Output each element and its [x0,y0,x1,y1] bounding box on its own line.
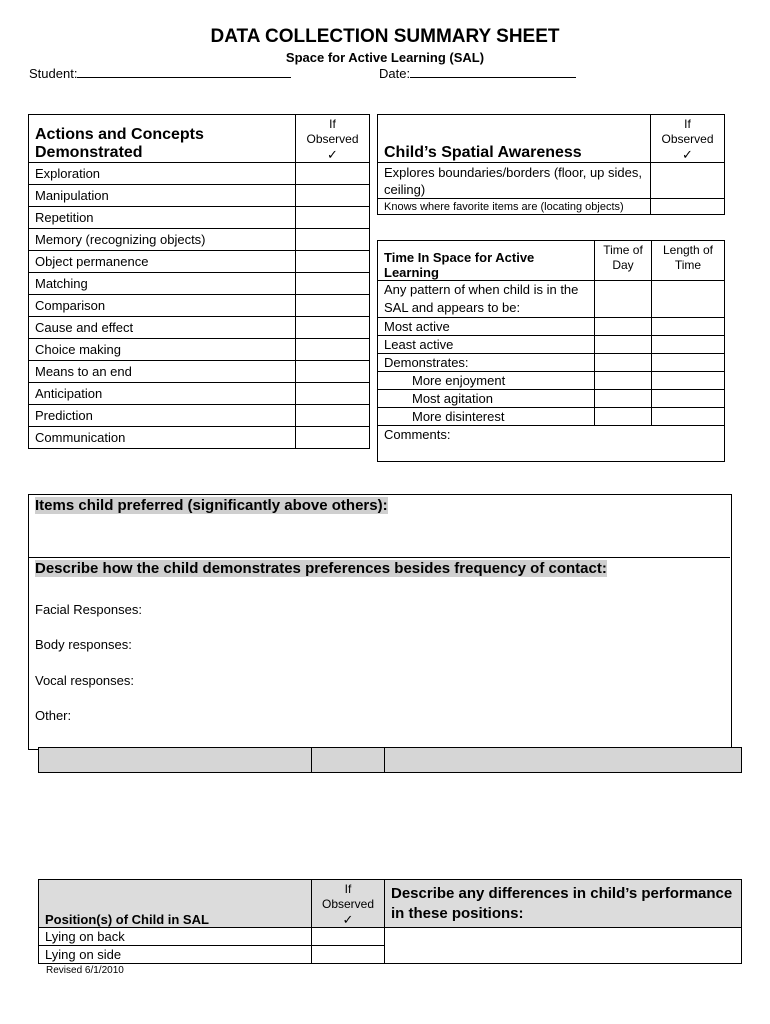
actions-row-check-cell[interactable] [296,229,370,251]
actions-row-label: Anticipation [29,383,296,405]
if-observed-label: If Observed [321,882,375,911]
time-row-label: Most active [378,318,595,336]
time-cell[interactable] [595,372,652,390]
check-icon: ✓ [327,147,338,162]
actions-row [29,229,370,251]
spatial-row-check-cell[interactable] [651,163,725,199]
actions-row-check-cell[interactable] [296,273,370,295]
length-cell[interactable] [652,390,725,408]
page-subtitle: Space for Active Learning (SAL) [285,50,485,65]
items-preferred-text: Items child preferred (significantly above others): [35,497,388,514]
time-row-label: Most agitation [378,390,595,408]
items-preferred-heading [35,497,388,514]
position-describe-cell[interactable] [385,928,742,964]
position-heading: Position(s) of Child in SAL [39,880,312,928]
actions-row-check-cell[interactable] [296,251,370,273]
position-check-cell[interactable] [312,928,385,946]
length-cell[interactable] [652,354,725,372]
actions-row-label: Object permanence [29,251,296,273]
actions-row-label: Exploration [29,163,296,185]
spatial-heading: Child’s Spatial Awareness [378,115,651,163]
length-of-time-header: Length of Time [652,241,725,281]
comments-cell[interactable]: Comments: [378,426,725,462]
actions-row [29,361,370,383]
actions-row-label: Repetition [29,207,296,229]
actions-row-check-cell[interactable] [296,361,370,383]
actions-row-label: Memory (recognizing objects) [29,229,296,251]
preferences-divider [28,557,730,558]
actions-heading: Actions and Concepts Demonstrated [29,115,296,163]
actions-row-label: Manipulation [29,185,296,207]
actions-row [29,207,370,229]
time-cell[interactable] [595,281,652,318]
gray-cell [39,748,312,773]
length-cell[interactable] [652,408,725,426]
check-icon: ✓ [682,147,693,162]
time-row-label: Any pattern of when child is in the SAL and appears to be: [378,281,595,318]
actions-row [29,339,370,361]
time-row-label: Demonstrates: [378,354,595,372]
actions-row [29,163,370,185]
actions-row-label: Cause and effect [29,317,296,339]
actions-table [28,114,370,449]
gray-strip [38,747,742,773]
student-field[interactable] [29,66,291,81]
spatial-row-label: Knows where favorite items are (locating objects) [378,199,651,215]
time-cell[interactable] [595,390,652,408]
position-if-observed-header [312,880,385,928]
actions-row-check-cell[interactable] [296,163,370,185]
time-row-label: More disinterest [378,408,595,426]
gray-cell [312,748,385,773]
actions-row-check-cell[interactable] [296,427,370,449]
time-heading: Time In Space for Active Learning [378,241,595,281]
student-label: Student: [29,66,78,81]
length-cell[interactable] [652,318,725,336]
time-row-label: Least active [378,336,595,354]
page-title: DATA COLLECTION SUMMARY SHEET [210,26,560,47]
spatial-row-check-cell[interactable] [651,199,725,215]
position-table [38,879,742,964]
position-check-cell[interactable] [312,946,385,964]
revised-date: Revised 6/1/2010 [46,965,124,976]
other-label: Other: [35,708,72,723]
actions-row-check-cell[interactable] [296,185,370,207]
date-label: Date: [379,66,411,81]
facial-responses-label: Facial Responses: [35,602,142,617]
date-line[interactable] [410,77,576,78]
actions-row [29,427,370,449]
actions-row-label: Prediction [29,405,296,427]
actions-row [29,185,370,207]
body-responses-label: Body responses: [35,637,132,652]
actions-row-check-cell[interactable] [296,317,370,339]
actions-row [29,317,370,339]
if-observed-label: If Observed [306,117,359,146]
actions-row [29,273,370,295]
time-row-label: More enjoyment [378,372,595,390]
actions-row [29,251,370,273]
describe-preferences-text: Describe how the child demonstrates preferences besides frequency of contact: [35,560,607,577]
actions-row-check-cell[interactable] [296,405,370,427]
actions-row-check-cell[interactable] [296,383,370,405]
if-observed-label: If Observed [661,117,714,146]
actions-row-label: Means to an end [29,361,296,383]
spatial-row-label: Explores boundaries/borders (floor, up sides, ceiling) [378,163,651,199]
preferences-box [28,494,732,750]
check-icon: ✓ [342,912,354,927]
student-line[interactable] [77,77,291,78]
time-cell[interactable] [595,354,652,372]
describe-preferences-heading [35,560,607,577]
position-row-label: Lying on back [39,928,312,946]
actions-row-label: Communication [29,427,296,449]
time-of-day-header: Time of Day [595,241,652,281]
actions-row [29,383,370,405]
actions-row [29,295,370,317]
vocal-responses-label: Vocal responses: [35,673,135,688]
position-describe-heading: Describe any differences in child’s performance in these positions: [385,880,742,928]
spatial-table [377,114,725,215]
actions-if-observed-header [296,115,370,163]
length-cell[interactable] [652,372,725,390]
actions-row [29,405,370,427]
date-field[interactable] [379,66,576,81]
time-cell[interactable] [595,318,652,336]
time-cell[interactable] [595,336,652,354]
length-cell[interactable] [652,281,725,318]
actions-row-check-cell[interactable] [296,339,370,361]
gray-cell [385,748,742,773]
length-cell[interactable] [652,336,725,354]
actions-row-check-cell[interactable] [296,207,370,229]
actions-row-label: Choice making [29,339,296,361]
position-row-label: Lying on side [39,946,312,964]
spatial-if-observed-header [651,115,725,163]
time-table [377,240,725,462]
time-cell[interactable] [595,408,652,426]
actions-row-label: Matching [29,273,296,295]
actions-row-check-cell[interactable] [296,295,370,317]
actions-row-label: Comparison [29,295,296,317]
